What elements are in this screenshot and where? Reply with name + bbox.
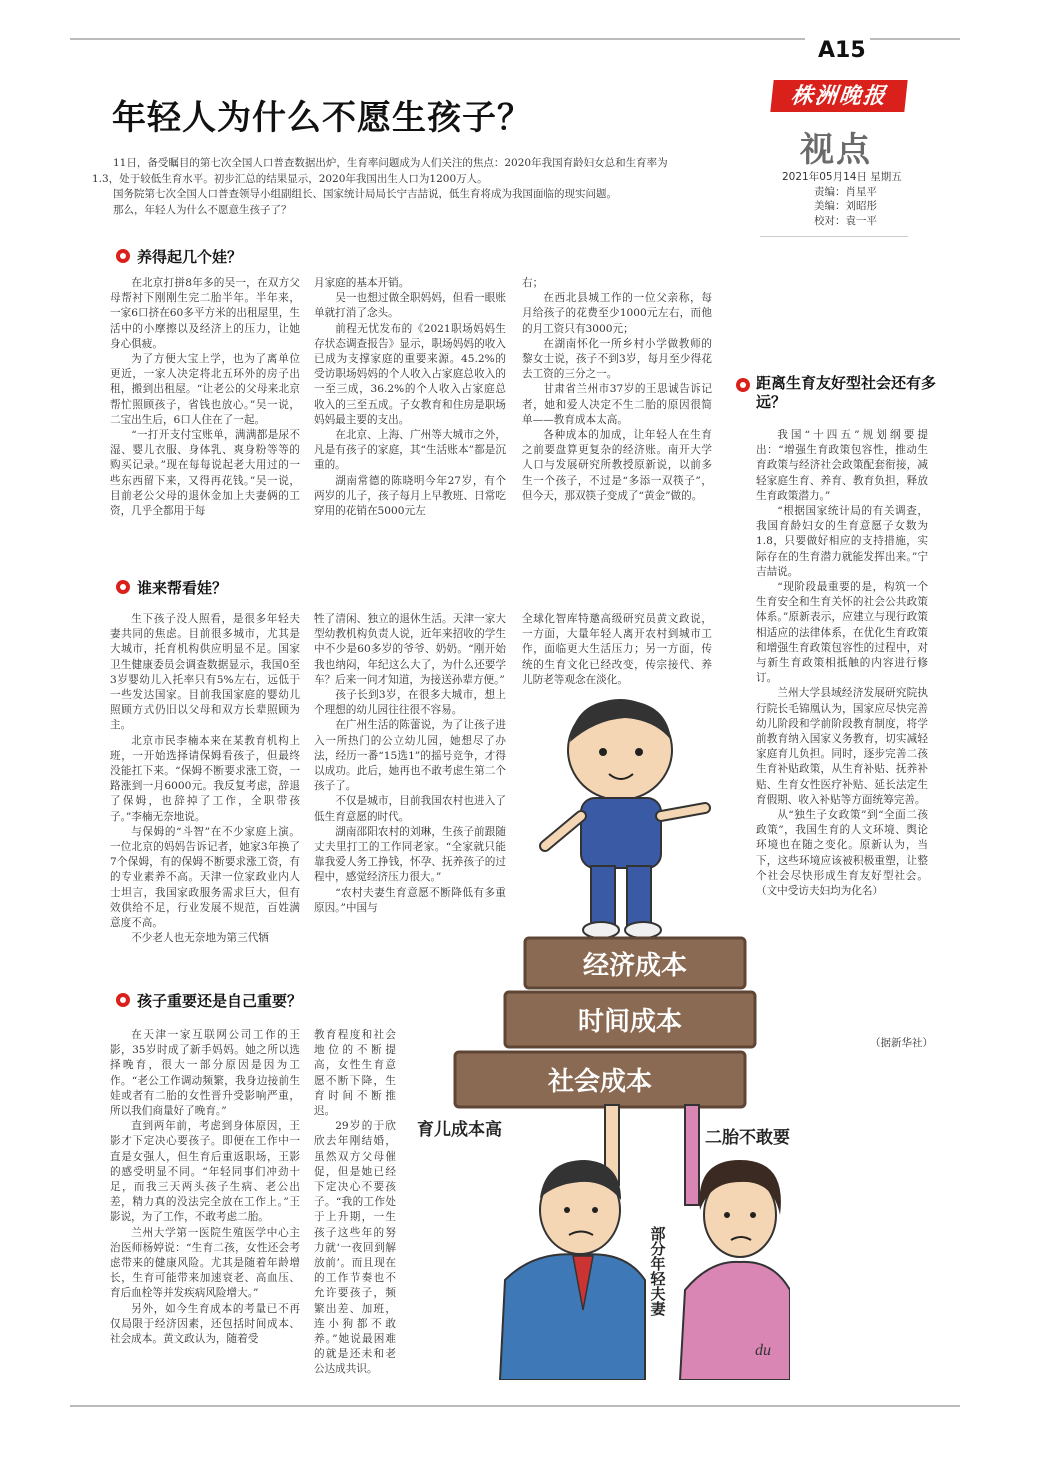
section-title-1: 养得起几个娃？ bbox=[137, 248, 243, 266]
vertical-caption: 部分年轻夫妻 bbox=[648, 1226, 666, 1316]
lead-paragraphs bbox=[92, 156, 692, 218]
section-bullet-icon bbox=[116, 993, 130, 1007]
paragraph: 在湖南怀化一所乡村小学做教师的黎女士说，孩子不到3岁，每月至少得花去工资的三分之一。 bbox=[522, 337, 712, 381]
bottom-rule bbox=[70, 1405, 960, 1407]
s3-column-2 bbox=[314, 1028, 396, 1378]
paragraph: 全球化智库特邀高级研究员黄文政说，一方面，大量年轻人离开农村到城市工作，面临更大生活压力；另一方面，传统的生育文化已经改变，传宗接代、养儿防老等观念在淡化。 bbox=[522, 613, 712, 686]
paragraph: “农村夫妻生育意愿不断降低有多重原因。”中国与 bbox=[314, 886, 506, 914]
paragraph: 与保姆的“斗智”在不少家庭上演。一位北京的妈妈告诉记者，她家3年换了7个保姆，有的保姆不断要求涨工资，有的专业素养不高。天津一位家政业内人士坦言，我国家政服务需求巨大，但有效供给不足，行业发展不规范，百姓满意度不高。 bbox=[110, 825, 300, 930]
paragraph: 在天津一家互联网公司工作的王影，35岁时成了新手妈妈。她之所以选择晚育，很大一部分原因是因为工作。“老公工作调动频繁，我身边接前生娃或者有二胎的女性晋升受影响严重，所以我们商量好了晚育。” bbox=[110, 1029, 300, 1118]
tier-mid-label: 时间成本 bbox=[577, 1006, 683, 1036]
paragraph: 北京市民李楠本来在某教育机构上班，一开始选择请保姆看孩子，但最终没能扛下来。“保姆不断要求涨工资，一路涨到一月6000元。我反复考虑，辞退了保姆，也辞掉了工作，全职带孩子。”李楠无奈地说。 bbox=[110, 734, 300, 823]
paragraph: 孩子长到3岁，在很多大城市，想上个理想的幼儿园往往很不容易。 bbox=[314, 689, 506, 717]
page-number: A15 bbox=[818, 38, 866, 63]
svg-text:育儿成本高 bbox=[417, 1119, 502, 1139]
section-bullet-icon bbox=[736, 378, 750, 392]
section-title-4: 距离生育友好型社会还有多远？ bbox=[756, 374, 937, 411]
issue-meta bbox=[782, 170, 902, 228]
paragraph: “根据国家统计局的有关调查，我国育龄妇女的生育意愿子女数为1.8，只要做好相应的支持措施，实际存在的生育潜力就能发挥出来。”宁吉喆说。 bbox=[756, 505, 928, 578]
paragraph: 我国“十四五”规划纲要提出：“增强生育政策包容性，推动生育政策与经济社会政策配套衔接，减轻家庭生育、养育、教育负担，释放生育政策潜力。” bbox=[756, 429, 928, 502]
top-rule-left bbox=[70, 38, 805, 40]
cartoon-illustration bbox=[395, 690, 790, 1380]
s1-column-2 bbox=[314, 276, 506, 519]
source-credit: （据新华社） bbox=[870, 1037, 933, 1049]
editor-credit: 责编：肖星平 bbox=[814, 185, 877, 198]
paragraph: 29岁的于欣欣去年刚结婚，虽然双方父母催促，但是她已经下定决心不要孩子。“我的工作处于上升期，一生孩子这些年的努力就‘一夜回到解放前’。而且现在的工作节奏也不允许要孩子，频繁出差、加班，连小狗都不敢养。”她说最困难的就是还未和老公达成共识。 bbox=[314, 1120, 396, 1376]
paragraph: 兰州大学第一医院生殖医学中心主治医师杨婷说：“生育二孩，女性还会考虑带来的健康风险。尤其是随着年龄增长，生育可能带来加速衰老、高血压、育后血栓等并发疾病风险增大。” bbox=[110, 1226, 300, 1300]
paragraph: 吴一也想过做全职妈妈，但看一眼账单就打消了念头。 bbox=[314, 292, 506, 320]
paragraph: 月家庭的基本开销。 bbox=[314, 277, 410, 289]
paragraph: 湖南邵阳农村的刘琳，生孩子前跟随丈夫里打工的工作同老家。“全家就只能靠我爱人务工挣钱，怀孕、抚养孩子的过程中，感觉经济压力很大。” bbox=[314, 825, 506, 884]
paragraph: 直到两年前，考虑到身体原因，王影才下定决心要孩子。即便在工作中一直是女强人，但生育后重返职场，王影的感受明显不同。“年轻同事们冲劲十足，而我三天两头孩子生病、老公出差，精力真的没法完全放在工作上。”王影说，为了工作，不敢考虑二胎。 bbox=[110, 1120, 300, 1224]
paragraph: 在北京打拼8年多的吴一，在双方父母帮衬下刚刚生完二胎半年。半年来，一家6口挤在60多平方米的出租屋里，生活中的小摩擦以及经济上的压力，让她身心俱疲。 bbox=[110, 277, 300, 350]
paragraph: 为了方便大宝上学，也为了离单位更近，一家人决定将北五环外的房子出租，搬到出租屋。“让老公的父母来北京帮忙照顾孩子，省钱也放心。”吴一说，二宝出生后，6口人住在了一起。 bbox=[110, 353, 300, 426]
paragraph: “一打开支付宝账单，满满都是尿不湿、婴儿衣服、身体乳、爽身粉等等的购买记录。”现在每每说起老大用过的一些东西留下来，又得再花钱。”吴一说，目前老公父母的退休金加上夫妻俩的工资，几乎全都用于每 bbox=[110, 429, 300, 518]
masthead-rule bbox=[760, 236, 908, 237]
designer-credit: 美编：刘昭彤 bbox=[814, 200, 877, 212]
paragraph: 在广州生活的陈蕾说，为了让孩子进入一所热门的公立幼儿园，她想尽了办法，经历一番“15选1”的摇号竞争，才得以成功。此后，她再也不敢考虑生第二个孩子了。 bbox=[314, 719, 506, 793]
section-bullet-icon bbox=[116, 580, 130, 594]
paragraph: 右； bbox=[522, 277, 544, 289]
left-caption: 育儿成本高 bbox=[417, 1120, 502, 1139]
paragraph: 甘肃省兰州市37岁的王思诚告诉记者，她和爱人决定不生二胎的原因很简单——教育成本太高。 bbox=[522, 383, 712, 426]
proofreader-credit: 校对：袁一平 bbox=[814, 214, 877, 227]
paragraph: 在西北县城工作的一位父亲称，每月给孩子的花费至少1000元左右，而他的月工资只有3000元； bbox=[522, 292, 712, 335]
top-rule-right bbox=[870, 38, 960, 40]
lead-paragraph: 11日，备受瞩目的第七次全国人口普查数据出炉，生育率问题成为人们关注的焦点：2020年我国育龄妇女总和生育率为1.3，处于较低生育水平。初步汇总的结果显示，2020年我国出生人口为1200万人。 bbox=[92, 157, 668, 185]
paragraph: 各种成本的加成，让年轻人在生育之前要盘算更复杂的经济账。南开大学人口与发展研究所教授原新说，以前多生一个孩子，不过是“多添一双筷子”，但今天，那双筷子变成了“黄金”做的。 bbox=[522, 429, 712, 502]
paragraph: 不少老人也无奈地为第三代牺 bbox=[131, 932, 269, 945]
paragraph: 生下孩子没人照看，是很多年轻夫妻共同的焦虑。目前很多城市，尤其是大城市，托育机构供应明显不足。国家卫生健康委员会调查数据显示，我国0至3岁婴幼儿入托率只有5%左右，远低于一些发达国家。目前我国家庭的婴幼儿照顾方式仍旧以父母和双方长辈照顾为主。 bbox=[110, 613, 300, 732]
paragraph: 不仅是城市，目前我国农村也进入了低生育意愿的时代。 bbox=[314, 795, 506, 823]
artist-signature: du bbox=[755, 1342, 771, 1359]
paragraph: “现阶段最重要的是，构筑一个生育安全和生育关怀的社会公共政策体系。”原新表示，应建立与现行政策相适应的法律体系，在优化生育政策和增强生育政策包容性的过程中，对与新生育政策相抵触的内容进行修订。 bbox=[756, 581, 928, 685]
tier-top-label: 经济成本 bbox=[582, 950, 688, 980]
paragraph: 牲了清闲、独立的退休生活。天津一家大型幼教机构负责人说，近年来招收的学生中不少是60多岁的爷爷、奶奶。“刚开始我也纳闷，年纪这么大了，为什么还要学车？后来一问才知道，为接送孙辈方便。” bbox=[314, 613, 506, 686]
lead-paragraph: 那么，年轻人为什么不愿意生孩子了？ bbox=[113, 203, 292, 216]
paragraph: 另外，如今生育成本的考量已不再仅局限于经济因素，还包括时间成本、社会成本。黄文政认为，随着受 bbox=[110, 1302, 300, 1346]
section-title-3: 孩子重要还是自己重要？ bbox=[137, 992, 303, 1010]
s3-column-1 bbox=[110, 1028, 300, 1347]
paragraph: 前程无忧发布的《2021职场妈妈生存状态调查报告》显示，职场妈妈的收入已成为支撑家庭的重要来源。45.2%的受访职场妈妈的个人收入占家庭总收入的一至三成，36.2%的个人收入占家庭总收入的三至五成。子女教育和住房是职场妈妈最主要的支出。 bbox=[314, 322, 506, 426]
right-caption: 二胎不敢要 bbox=[705, 1128, 790, 1147]
paragraph: 从“独生子女政策”到“全面二孩政策”，我国生育的人文环境、舆论环境也在随之变化。原新认为，当下，这些环境应该被积极重塑，让整个社会尽快形成生育友好型社会。（文中受访夫妇均为化名） bbox=[756, 809, 928, 898]
tier-bottom-label: 社会成本 bbox=[547, 1066, 653, 1096]
section-title-2: 谁来帮看娃？ bbox=[137, 579, 228, 597]
issue-date: 2021年05月14日 星期五 bbox=[782, 171, 902, 183]
paragraph: 湖南常德的陈晓明今年27岁，有个两岁的儿子，孩子每月上早教班、日常吃穿用的花销在5000元左 bbox=[314, 474, 506, 518]
s1-column-3 bbox=[522, 276, 712, 504]
svg-text:二胎不敢要 bbox=[705, 1127, 790, 1147]
paper-logo: 株洲晚报 bbox=[770, 80, 907, 112]
cost-bricks bbox=[455, 938, 755, 1107]
section-bullet-icon bbox=[116, 249, 130, 263]
s2-column-1 bbox=[110, 612, 300, 946]
man-figure bbox=[500, 1105, 645, 1380]
s1-column-1 bbox=[110, 276, 300, 519]
paragraph: 在北京、上海、广州等大城市之外，凡是有孩子的家庭，其“生活账本”都是沉重的。 bbox=[314, 429, 506, 472]
section-name: 视点 bbox=[800, 130, 872, 170]
headline: 年轻人为什么不愿生孩子？ bbox=[112, 98, 532, 138]
baby-figure bbox=[545, 700, 705, 938]
paragraph: 教育程度和社会地位的不断提高，女性生育意愿不断下降，生育时间不断推迟。 bbox=[314, 1029, 396, 1118]
s2-column-3 bbox=[522, 612, 712, 688]
paragraph: 兰州大学县域经济发展研究院执行院长毛锦凰认为，国家应尽快完善幼儿阶段和学前阶段教育制度，将学前教育纳入国家义务教育，切实减轻家庭育儿负担。同时，逐步完善二孩生育补贴政策，从生育补贴、抚养补贴、生育女性医疗补贴、延长法定生育假期、收入补贴等方面统筹完善。 bbox=[756, 687, 928, 806]
lead-paragraph: 国务院第七次全国人口普查领导小组副组长、国家统计局局长宁吉喆说，低生育将成为我国面临的现实问题。 bbox=[113, 188, 617, 200]
